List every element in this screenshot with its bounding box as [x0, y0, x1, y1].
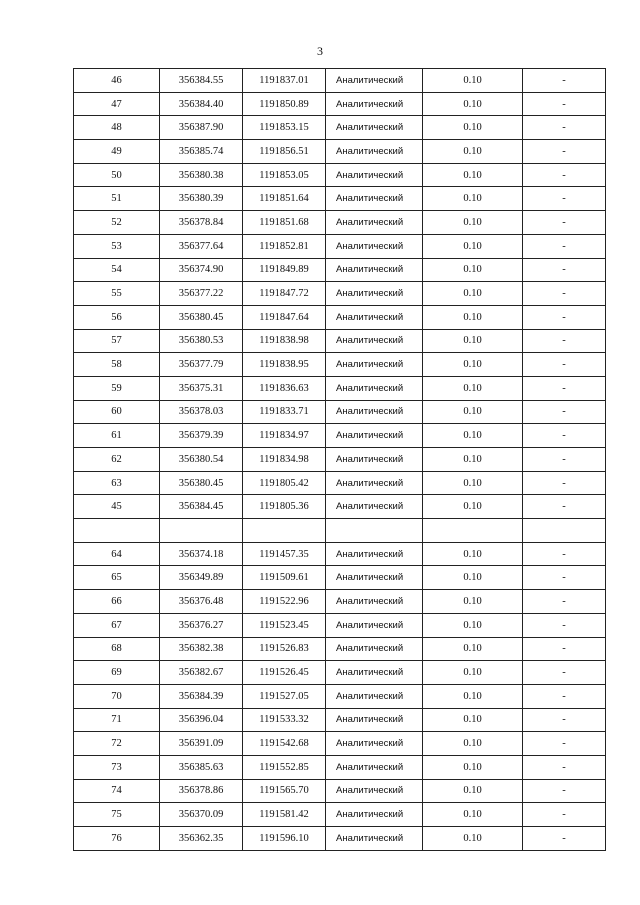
table-row: [74, 732, 606, 756]
point-number-cell: 64: [74, 542, 160, 566]
accuracy-cell: 0.10: [423, 69, 523, 93]
x-coordinate-cell: 356375.31: [160, 376, 243, 400]
point-number-cell: 68: [74, 637, 160, 661]
note-cell: -: [523, 542, 606, 566]
point-number-cell: 62: [74, 448, 160, 472]
point-number-cell: 49: [74, 140, 160, 164]
note-cell: -: [523, 637, 606, 661]
x-coordinate-cell: 356349.89: [160, 566, 243, 590]
table-row: [74, 755, 606, 779]
table-row: [74, 163, 606, 187]
y-coordinate-cell: 1191847.64: [243, 305, 326, 329]
accuracy-cell: 0.10: [423, 613, 523, 637]
accuracy-cell: 0.10: [423, 566, 523, 590]
y-coordinate-cell: 1191853.15: [243, 116, 326, 140]
note-cell: -: [523, 211, 606, 235]
y-coordinate-cell: 1191850.89: [243, 92, 326, 116]
method-cell: Аналитический: [326, 353, 423, 377]
point-number-cell: 71: [74, 708, 160, 732]
note-cell: -: [523, 187, 606, 211]
accuracy-cell: 0.10: [423, 282, 523, 306]
x-coordinate-cell: 356362.35: [160, 827, 243, 851]
note-cell: -: [523, 140, 606, 164]
table-row: [74, 234, 606, 258]
y-coordinate-cell: 1191849.89: [243, 258, 326, 282]
accuracy-cell: 0.10: [423, 803, 523, 827]
point-number-cell: 55: [74, 282, 160, 306]
point-number-cell: 57: [74, 329, 160, 353]
method-cell: Аналитический: [326, 234, 423, 258]
method-cell: Аналитический: [326, 282, 423, 306]
method-cell: Аналитический: [326, 187, 423, 211]
point-number-cell: 58: [74, 353, 160, 377]
x-coordinate-cell: 356376.48: [160, 590, 243, 614]
accuracy-cell: 0.10: [423, 661, 523, 685]
table-row: [74, 495, 606, 519]
y-coordinate-cell: 1191851.64: [243, 187, 326, 211]
note-cell: -: [523, 566, 606, 590]
y-coordinate-cell: 1191833.71: [243, 400, 326, 424]
point-number-cell: 67: [74, 613, 160, 637]
x-coordinate-cell: 356385.63: [160, 755, 243, 779]
point-number-cell: 74: [74, 779, 160, 803]
accuracy-cell: 0.10: [423, 637, 523, 661]
point-number-cell: 54: [74, 258, 160, 282]
method-cell: Аналитический: [326, 211, 423, 235]
method-cell: Аналитический: [326, 827, 423, 851]
table-row: [74, 187, 606, 211]
table-row: [74, 613, 606, 637]
y-coordinate-cell: 1191523.45: [243, 613, 326, 637]
accuracy-cell: 0.10: [423, 116, 523, 140]
x-coordinate-cell: 356387.90: [160, 116, 243, 140]
accuracy-cell: 0.10: [423, 471, 523, 495]
table-row: [74, 827, 606, 851]
method-cell: Аналитический: [326, 305, 423, 329]
accuracy-cell: 0.10: [423, 140, 523, 164]
method-cell: Аналитический: [326, 116, 423, 140]
table-row: [74, 329, 606, 353]
x-coordinate-cell: 356382.38: [160, 637, 243, 661]
note-cell: -: [523, 258, 606, 282]
note-cell: -: [523, 661, 606, 685]
y-coordinate-cell: 1191834.98: [243, 448, 326, 472]
y-coordinate-cell: 1191509.61: [243, 566, 326, 590]
point-number-cell: 45: [74, 495, 160, 519]
note-cell: -: [523, 353, 606, 377]
table-row: [74, 471, 606, 495]
x-coordinate-cell: 356380.45: [160, 471, 243, 495]
point-number-cell: 65: [74, 566, 160, 590]
note-cell: -: [523, 495, 606, 519]
table-row: [74, 258, 606, 282]
x-coordinate-cell: 356382.67: [160, 661, 243, 685]
note-cell: -: [523, 684, 606, 708]
y-coordinate-cell: 1191533.32: [243, 708, 326, 732]
accuracy-cell: 0.10: [423, 495, 523, 519]
method-cell: Аналитический: [326, 448, 423, 472]
y-coordinate-cell: 1191834.97: [243, 424, 326, 448]
accuracy-cell: 0.10: [423, 827, 523, 851]
note-cell: -: [523, 400, 606, 424]
accuracy-cell: 0.10: [423, 376, 523, 400]
x-coordinate-cell: 356379.39: [160, 424, 243, 448]
method-cell: Аналитический: [326, 732, 423, 756]
x-coordinate-cell: 356384.55: [160, 69, 243, 93]
y-coordinate-cell: 1191856.51: [243, 140, 326, 164]
method-cell: Аналитический: [326, 542, 423, 566]
table-row-separator: [74, 519, 606, 543]
table-row: [74, 424, 606, 448]
y-coordinate-cell: 1191527.05: [243, 684, 326, 708]
table-row: [74, 708, 606, 732]
accuracy-cell: 0.10: [423, 353, 523, 377]
method-cell: Аналитический: [326, 92, 423, 116]
accuracy-cell: 0.10: [423, 708, 523, 732]
y-coordinate-cell: 1191805.36: [243, 495, 326, 519]
y-coordinate-cell: 1191851.68: [243, 211, 326, 235]
x-coordinate-cell: 356370.09: [160, 803, 243, 827]
point-number-cell: 72: [74, 732, 160, 756]
note-cell: -: [523, 305, 606, 329]
note-cell: -: [523, 613, 606, 637]
table-row: [74, 590, 606, 614]
note-cell: -: [523, 69, 606, 93]
point-number-cell: 73: [74, 755, 160, 779]
point-number-cell: 76: [74, 827, 160, 851]
method-cell: Аналитический: [326, 140, 423, 164]
note-cell: -: [523, 779, 606, 803]
y-coordinate-cell: 1191852.81: [243, 234, 326, 258]
point-number-cell: 48: [74, 116, 160, 140]
accuracy-cell: 0.10: [423, 732, 523, 756]
point-number-cell: 61: [74, 424, 160, 448]
accuracy-cell: 0.10: [423, 329, 523, 353]
point-number-cell: 46: [74, 69, 160, 93]
table-row: [74, 211, 606, 235]
x-coordinate-cell: 356380.53: [160, 329, 243, 353]
accuracy-cell: 0.10: [423, 448, 523, 472]
accuracy-cell: 0.10: [423, 305, 523, 329]
y-coordinate-cell: 1191581.42: [243, 803, 326, 827]
x-coordinate-cell: 356378.03: [160, 400, 243, 424]
y-coordinate-cell: 1191838.95: [243, 353, 326, 377]
y-coordinate-cell: 1191522.96: [243, 590, 326, 614]
x-coordinate-cell: 356396.04: [160, 708, 243, 732]
accuracy-cell: 0.10: [423, 258, 523, 282]
point-number-cell: 75: [74, 803, 160, 827]
coordinates-table-body: [74, 69, 606, 851]
point-number-cell: 56: [74, 305, 160, 329]
note-cell: -: [523, 827, 606, 851]
table-row: [74, 353, 606, 377]
table-row: [74, 803, 606, 827]
empty-cell: [160, 519, 243, 543]
method-cell: Аналитический: [326, 637, 423, 661]
table-row: [74, 779, 606, 803]
method-cell: Аналитический: [326, 163, 423, 187]
point-number-cell: 70: [74, 684, 160, 708]
accuracy-cell: 0.10: [423, 779, 523, 803]
method-cell: Аналитический: [326, 590, 423, 614]
x-coordinate-cell: 356385.74: [160, 140, 243, 164]
y-coordinate-cell: 1191853.05: [243, 163, 326, 187]
empty-cell: [423, 519, 523, 543]
method-cell: Аналитический: [326, 613, 423, 637]
note-cell: -: [523, 163, 606, 187]
table-row: [74, 282, 606, 306]
accuracy-cell: 0.10: [423, 424, 523, 448]
note-cell: -: [523, 755, 606, 779]
note-cell: -: [523, 732, 606, 756]
method-cell: Аналитический: [326, 803, 423, 827]
coordinates-table: [73, 68, 606, 851]
point-number-cell: 59: [74, 376, 160, 400]
point-number-cell: 53: [74, 234, 160, 258]
method-cell: Аналитический: [326, 755, 423, 779]
table-row: [74, 140, 606, 164]
empty-cell: [74, 519, 160, 543]
x-coordinate-cell: 356374.18: [160, 542, 243, 566]
x-coordinate-cell: 356380.54: [160, 448, 243, 472]
accuracy-cell: 0.10: [423, 590, 523, 614]
note-cell: -: [523, 282, 606, 306]
point-number-cell: 69: [74, 661, 160, 685]
x-coordinate-cell: 356380.38: [160, 163, 243, 187]
x-coordinate-cell: 356377.22: [160, 282, 243, 306]
table-row: [74, 566, 606, 590]
x-coordinate-cell: 356377.79: [160, 353, 243, 377]
accuracy-cell: 0.10: [423, 211, 523, 235]
table-row: [74, 661, 606, 685]
note-cell: -: [523, 803, 606, 827]
point-number-cell: 50: [74, 163, 160, 187]
x-coordinate-cell: 356380.45: [160, 305, 243, 329]
y-coordinate-cell: 1191542.68: [243, 732, 326, 756]
table-row: [74, 69, 606, 93]
x-coordinate-cell: 356378.84: [160, 211, 243, 235]
x-coordinate-cell: 356378.86: [160, 779, 243, 803]
note-cell: -: [523, 471, 606, 495]
x-coordinate-cell: 356377.64: [160, 234, 243, 258]
accuracy-cell: 0.10: [423, 684, 523, 708]
x-coordinate-cell: 356380.39: [160, 187, 243, 211]
point-number-cell: 51: [74, 187, 160, 211]
method-cell: Аналитический: [326, 258, 423, 282]
method-cell: Аналитический: [326, 779, 423, 803]
note-cell: -: [523, 424, 606, 448]
accuracy-cell: 0.10: [423, 542, 523, 566]
table-row: [74, 637, 606, 661]
table-row: [74, 376, 606, 400]
note-cell: -: [523, 376, 606, 400]
note-cell: -: [523, 234, 606, 258]
y-coordinate-cell: 1191526.45: [243, 661, 326, 685]
y-coordinate-cell: 1191457.35: [243, 542, 326, 566]
accuracy-cell: 0.10: [423, 234, 523, 258]
x-coordinate-cell: 356384.39: [160, 684, 243, 708]
empty-cell: [326, 519, 423, 543]
y-coordinate-cell: 1191565.70: [243, 779, 326, 803]
y-coordinate-cell: 1191847.72: [243, 282, 326, 306]
point-number-cell: 47: [74, 92, 160, 116]
accuracy-cell: 0.10: [423, 755, 523, 779]
y-coordinate-cell: 1191552.85: [243, 755, 326, 779]
empty-cell: [523, 519, 606, 543]
x-coordinate-cell: 356384.45: [160, 495, 243, 519]
table-row: [74, 684, 606, 708]
method-cell: Аналитический: [326, 708, 423, 732]
method-cell: Аналитический: [326, 400, 423, 424]
note-cell: -: [523, 708, 606, 732]
table-row: [74, 92, 606, 116]
point-number-cell: 52: [74, 211, 160, 235]
y-coordinate-cell: 1191805.42: [243, 471, 326, 495]
empty-cell: [243, 519, 326, 543]
x-coordinate-cell: 356374.90: [160, 258, 243, 282]
table-row: [74, 305, 606, 329]
table-row: [74, 448, 606, 472]
x-coordinate-cell: 356376.27: [160, 613, 243, 637]
method-cell: Аналитический: [326, 424, 423, 448]
method-cell: Аналитический: [326, 471, 423, 495]
method-cell: Аналитический: [326, 376, 423, 400]
point-number-cell: 63: [74, 471, 160, 495]
method-cell: Аналитический: [326, 69, 423, 93]
accuracy-cell: 0.10: [423, 92, 523, 116]
y-coordinate-cell: 1191596.10: [243, 827, 326, 851]
method-cell: Аналитический: [326, 661, 423, 685]
method-cell: Аналитический: [326, 684, 423, 708]
note-cell: -: [523, 448, 606, 472]
table-row: [74, 542, 606, 566]
note-cell: -: [523, 116, 606, 140]
x-coordinate-cell: 356391.09: [160, 732, 243, 756]
note-cell: -: [523, 92, 606, 116]
x-coordinate-cell: 356384.40: [160, 92, 243, 116]
y-coordinate-cell: 1191836.63: [243, 376, 326, 400]
note-cell: -: [523, 590, 606, 614]
point-number-cell: 66: [74, 590, 160, 614]
accuracy-cell: 0.10: [423, 163, 523, 187]
y-coordinate-cell: 1191838.98: [243, 329, 326, 353]
page-number: 3: [317, 44, 323, 58]
accuracy-cell: 0.10: [423, 400, 523, 424]
table-row: [74, 400, 606, 424]
note-cell: -: [523, 329, 606, 353]
method-cell: Аналитический: [326, 495, 423, 519]
point-number-cell: 60: [74, 400, 160, 424]
method-cell: Аналитический: [326, 329, 423, 353]
accuracy-cell: 0.10: [423, 187, 523, 211]
y-coordinate-cell: 1191837.01: [243, 69, 326, 93]
table-row: [74, 116, 606, 140]
y-coordinate-cell: 1191526.83: [243, 637, 326, 661]
method-cell: Аналитический: [326, 566, 423, 590]
